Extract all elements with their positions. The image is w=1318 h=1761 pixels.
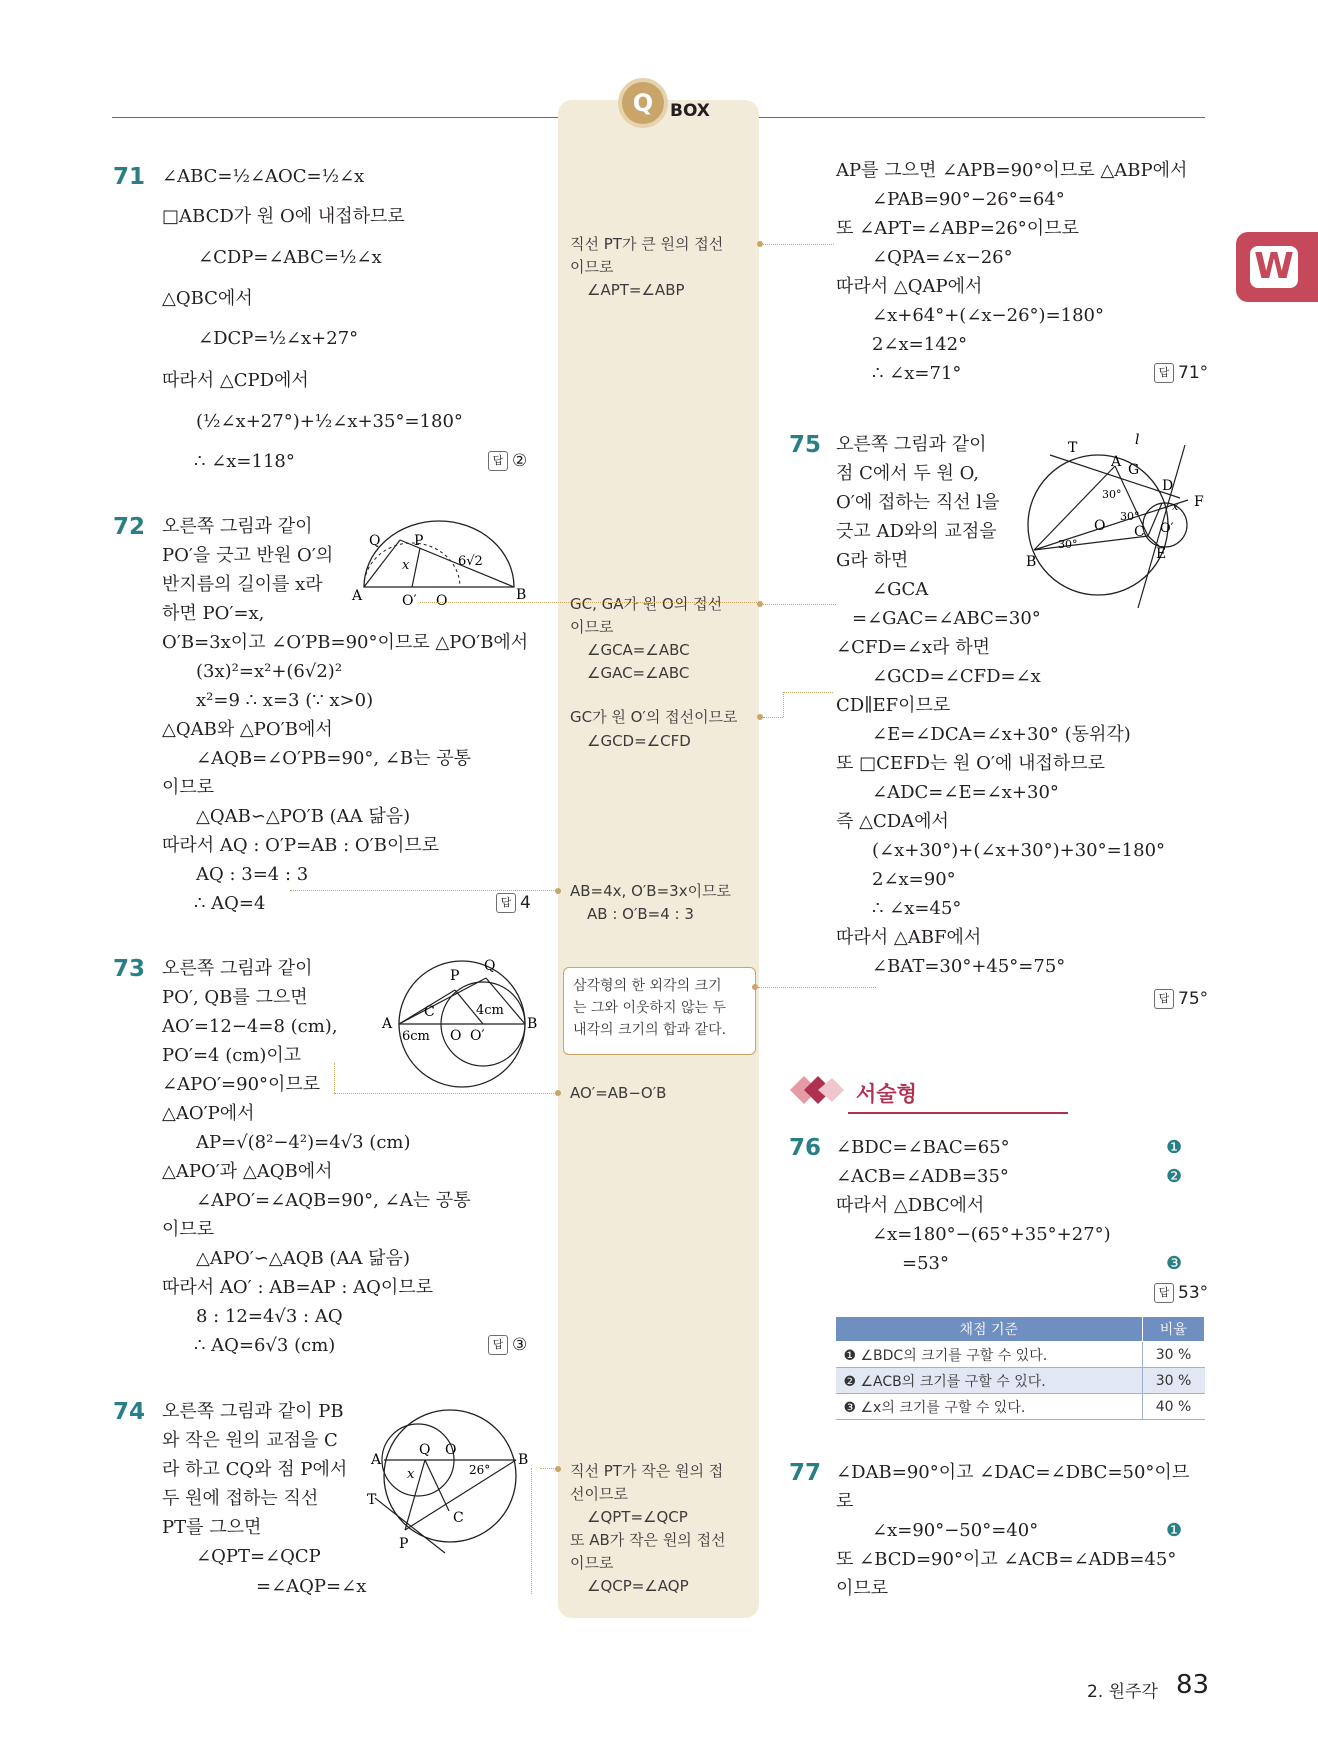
solution-line: ∠APO′=90°이므로 [162, 1074, 321, 1095]
section-icon [790, 1072, 846, 1112]
solution-line: PO′을 긋고 반원 O′의 [162, 545, 334, 566]
fig-label: B [518, 1452, 529, 1468]
connector-dot [555, 1466, 561, 1472]
answer: 답 71° [1154, 363, 1208, 383]
fig-label: P [399, 1536, 409, 1552]
figure-74 [365, 1408, 540, 1558]
qbox-note: 직선 PT가 작은 원의 접 [570, 1462, 724, 1480]
solution-line: (3x)²=x²+(6√2)² [196, 661, 343, 682]
solution-line: 이므로 [836, 1578, 889, 1599]
connector [334, 1063, 335, 1093]
fig-label: T [1068, 440, 1078, 456]
fig-label: x [407, 1467, 415, 1482]
fig-label: A [1111, 454, 1122, 470]
solution-line: 즉 △CDA에서 [836, 811, 949, 832]
page-number: 83 [1176, 1670, 1210, 1700]
box-label: BOX [670, 101, 710, 121]
solution-line: ∴ ∠x=118° [194, 451, 295, 472]
qbox-note: 이므로 [570, 1554, 614, 1572]
solution-line: PT를 그으면 [162, 1517, 262, 1538]
solution-line: 오른쪽 그림과 같이 [162, 958, 313, 979]
table-cell: ❷ ∠ACB의 크기를 구할 수 있다. [836, 1368, 1143, 1394]
qbox-note: ∠GAC=∠ABC [587, 664, 690, 682]
answer-icon: 답 [1154, 1283, 1174, 1303]
fig-label: T [367, 1492, 377, 1508]
solution-line: ∠GCD=∠CFD=∠x [872, 666, 1041, 687]
answer: 답 ② [488, 451, 527, 471]
fig-label: x [402, 558, 410, 573]
solution-line: CD∥EF이므로 [836, 695, 951, 716]
q-badge: Q [618, 78, 668, 128]
tip-line: 는 그와 이웃하지 않는 두 [573, 1000, 727, 1016]
section-underline [848, 1112, 1068, 1114]
qbox-note: AO′=AB−O′B [570, 1084, 667, 1102]
solution-line: 따라서 △DBC에서 [836, 1195, 985, 1216]
solution-line: 따라서 △CPD에서 [162, 370, 309, 391]
solution-line: ∠QPT=∠QCP [196, 1546, 321, 1567]
qbox-note: GC, GA가 원 O의 접선 [570, 595, 723, 613]
solution-line: 오른쪽 그림과 같이 PB [162, 1401, 344, 1422]
section-title: 서술형 [856, 1082, 917, 1106]
solution-line: AO′=12−4=8 (cm), [162, 1016, 338, 1037]
table-cell: 40 % [1142, 1394, 1205, 1420]
solution-line: 긋고 AD와의 교점을 [836, 521, 997, 542]
solution-line: =∠AQP=∠x [256, 1576, 367, 1597]
fig-label: Q [484, 958, 496, 974]
fig-label: l [1135, 432, 1140, 448]
table-cell: 30 % [1142, 1368, 1205, 1394]
connector [531, 1468, 532, 1594]
fig-label: O′ [470, 1028, 485, 1044]
connector [758, 987, 876, 988]
solution-line: ∴ ∠x=45° [872, 898, 962, 919]
fig-label: C [453, 1510, 464, 1526]
table-cell: ❶ ∠BDC의 크기를 구할 수 있다. [836, 1342, 1143, 1368]
solution-line: △AO′P에서 [162, 1103, 255, 1124]
section-heading [790, 1072, 917, 1116]
figure-72 [350, 515, 530, 607]
solution-line: 또 ∠BCD=90°이고 ∠ACB=∠ADB=45° [836, 1549, 1177, 1570]
solution-line: 이므로 [162, 777, 215, 798]
solution-line: △QAB와 △PO′B에서 [162, 719, 333, 740]
qbox-note: 선이므로 [570, 1485, 628, 1503]
answer: 답 ③ [488, 1335, 527, 1355]
solution-line: G라 하면 [836, 550, 909, 571]
answer: 답 53° [1154, 1283, 1208, 1303]
solution-line: ∴ ∠x=71° [872, 363, 962, 384]
problem-number: 72 [113, 514, 146, 540]
solution-line: 와 작은 원의 교점을 C [162, 1430, 338, 1451]
solution-line: AP=√(8²−4²)=4√3 (cm) [196, 1132, 411, 1153]
problem-number: 73 [113, 956, 146, 982]
solution-line: ∠ABC=½∠AOC=½∠x [162, 166, 365, 187]
fig-label: Q [419, 1442, 431, 1458]
answer: 답 75° [1154, 989, 1208, 1009]
chapter-label: 2. 원주각 [1087, 1682, 1158, 1702]
fig-label: 6cm [402, 1029, 430, 1044]
solution-line: △QBC에서 [162, 288, 253, 309]
solution-line: ∠AQB=∠O′PB=90°, ∠B는 공통 [196, 748, 472, 769]
qbox-note: ∠QPT=∠QCP [587, 1508, 688, 1526]
solution-line: 또 ∠APT=∠ABP=26°이므로 [836, 218, 1079, 239]
solution-line: ∠QPA=∠x−26° [872, 247, 1013, 268]
solution-line: 오른쪽 그림과 같이 [162, 516, 313, 537]
solution-line: ∠x=180°−(65°+35°+27°) [872, 1224, 1111, 1245]
connector [763, 604, 836, 605]
fig-label: P [414, 533, 424, 549]
solution-line: (½∠x+27°)+½∠x+35°=180° [196, 411, 463, 432]
qbox-note: ∠GCD=∠CFD [587, 732, 691, 750]
qbox-note: 이므로 [570, 618, 614, 636]
connector [763, 717, 783, 718]
solution-line: ∠ACB=∠ADB=35° [836, 1166, 1009, 1187]
qbox-note: ∠QCP=∠AQP [587, 1577, 689, 1595]
solution-line: PO′=4 (cm)이고 [162, 1045, 302, 1066]
connector [540, 1468, 556, 1469]
solution-line: PO′, QB를 그으면 [162, 987, 308, 1008]
qbox-note: ∠APT=∠ABP [587, 281, 685, 299]
answer-icon: 답 [496, 893, 516, 913]
fig-label: O [1094, 518, 1106, 534]
solution-line: O′B=3x이고 ∠O′PB=90°이므로 △PO′B에서 [162, 632, 529, 653]
fig-label: 26° [469, 1463, 491, 1477]
side-tab[interactable] [1236, 232, 1318, 302]
problem-number: 77 [789, 1460, 822, 1486]
scoring-table [835, 1316, 1205, 1420]
fig-label: Q [369, 533, 381, 549]
connector [334, 1093, 556, 1094]
fig-label: A [371, 1452, 382, 1468]
solution-line: 오른쪽 그림과 같이 [836, 434, 987, 455]
connector [290, 890, 558, 891]
solution-line: ∠BDC=∠BAC=65° [836, 1137, 1010, 1158]
solution-line: 또 □CEFD는 원 O′에 내접하므로 [836, 753, 1106, 774]
solution-line: 따라서 AO′ : AB=AP : AQ이므로 [162, 1277, 434, 1298]
answer-icon: 답 [488, 1335, 508, 1355]
solution-line: AQ : 3=4 : 3 [196, 864, 309, 885]
solution-line: ∠BAT=30°+45°=75° [872, 956, 1066, 977]
connector-dot [555, 1090, 561, 1096]
connector [783, 692, 784, 717]
fig-label: O [450, 1028, 462, 1044]
solution-line: 하면 PO′=x, [162, 603, 265, 624]
qbox-note: AB : O′B=4 : 3 [587, 905, 694, 923]
qbox-note: AB=4x, O′B=3x이므로 [570, 882, 732, 900]
step-marker: ❷ [1166, 1166, 1183, 1187]
connector [783, 692, 833, 693]
fig-label: B [516, 587, 527, 603]
fig-label: C [1134, 524, 1145, 540]
fig-label: O′ [1160, 521, 1174, 536]
solution-line: ∴ AQ=4 [194, 893, 266, 914]
fig-label: O′ [402, 593, 417, 607]
solution-line: 2∠x=142° [872, 334, 968, 355]
problem-number: 75 [789, 432, 822, 458]
solution-line: ∠APO′=∠AQB=90°, ∠A는 공통 [196, 1190, 471, 1211]
solution-line: ∠CFD=∠x라 하면 [836, 637, 990, 658]
tip-line: 삼각형의 한 외각의 크기 [573, 978, 722, 994]
figure-73 [380, 958, 540, 1088]
step-marker: ❸ [1166, 1253, 1183, 1274]
table-cell: ❸ ∠x의 크기를 구할 수 있다. [836, 1394, 1143, 1420]
fig-label: F [1194, 494, 1204, 510]
fig-label: 4cm [476, 1003, 504, 1018]
solution-line: □ABCD가 원 O에 내접하므로 [162, 206, 405, 227]
solution-line: ∠CDP=∠ABC=½∠x [198, 247, 382, 268]
tip-line: 내각의 크기의 합과 같다. [573, 1022, 727, 1038]
solution-line: ∠DCP=½∠x+27° [198, 328, 359, 349]
fig-label: 30° [1102, 488, 1122, 501]
solution-line: 점 C에서 두 원 O, [836, 463, 980, 484]
table-cell: 30 % [1142, 1342, 1205, 1368]
fig-label: O [436, 593, 448, 607]
fig-label: 30° [1120, 510, 1140, 523]
solution-line: ∠GCA [872, 579, 929, 600]
step-marker: ❶ [1166, 1137, 1183, 1158]
solution-line: x²=9 ∴ x=3 (∵ x>0) [196, 690, 374, 711]
answer-icon: 답 [1154, 363, 1174, 383]
problem-number: 76 [789, 1135, 822, 1161]
qbox-note: ∠GCA=∠ABC [587, 641, 690, 659]
solution-line: 반지름의 길이를 x라 [162, 574, 323, 595]
connector [763, 244, 834, 245]
solution-line: △QAB∽△PO′B (AA 닮음) [196, 806, 411, 827]
fig-label: C [424, 1004, 435, 1020]
solution-line: ∠x+64°+(∠x−26°)=180° [872, 305, 1105, 326]
table-header: 비율 [1142, 1317, 1205, 1342]
w-icon: W [1250, 246, 1298, 288]
fig-label: B [527, 1016, 538, 1032]
solution-line: 라 하고 CQ와 점 P에서 [162, 1459, 348, 1480]
qbox-note: GC가 원 O′의 접선이므로 [570, 708, 738, 726]
qbox-column [558, 100, 759, 1618]
solution-line: O′에 접하는 직선 l을 [836, 492, 1000, 513]
solution-line: ∠DAB=90°이고 ∠DAC=∠DBC=50°이므 [836, 1462, 1190, 1483]
connector [420, 602, 757, 603]
fig-label: G [1128, 462, 1140, 478]
solution-line: 이므로 [162, 1219, 215, 1240]
solution-line: △APO′과 △AQB에서 [162, 1161, 333, 1182]
problem-number: 74 [113, 1399, 146, 1425]
fig-label: A [382, 1016, 393, 1032]
solution-line: 8 : 12=4√3 : AQ [196, 1306, 343, 1327]
solution-line: (∠x+30°)+(∠x+30°)+30°=180° [872, 840, 1166, 861]
fig-label: P [450, 968, 460, 984]
solution-line: 따라서 AQ : O′P=AB : O′B이므로 [162, 835, 440, 856]
fig-label: 30° [1058, 538, 1078, 551]
step-marker: ❶ [1166, 1520, 1183, 1541]
answer: 답 4 [496, 893, 531, 913]
solution-line: =53° [902, 1253, 949, 1274]
fig-label: A [352, 588, 363, 604]
answer-icon: 답 [488, 451, 508, 471]
solution-line: 2∠x=90° [872, 869, 956, 890]
connector-dot [555, 888, 561, 894]
table-row [836, 1368, 1205, 1394]
table-row [836, 1394, 1205, 1420]
solution-line: ∠ADC=∠E=∠x+30° [872, 782, 1059, 803]
solution-line: =∠GAC=∠ABC=30° [852, 608, 1041, 629]
table-row [836, 1342, 1205, 1368]
table-header: 채점 기준 [836, 1317, 1143, 1342]
fig-label: 6√2 [458, 554, 483, 569]
solution-line: 두 원에 접하는 직선 [162, 1488, 319, 1509]
fig-label: E [1156, 546, 1167, 562]
solution-line: △APO′∽△AQB (AA 닮음) [196, 1248, 410, 1269]
fig-label: B [1026, 554, 1037, 570]
fig-label: x [1172, 500, 1179, 513]
qbox-note: 직선 PT가 큰 원의 접선 [570, 235, 724, 253]
answer-icon: 답 [1154, 989, 1174, 1009]
solution-line: ∠x=90°−50°=40° [872, 1520, 1039, 1541]
solution-line: 로 [836, 1491, 854, 1512]
problem-number: 71 [113, 164, 146, 190]
solution-line: ∴ AQ=6√3 (cm) [194, 1335, 336, 1356]
figure-75 [1020, 430, 1210, 620]
fig-label: O [445, 1442, 457, 1458]
qbox-note: 또 AB가 작은 원의 접선 [570, 1531, 726, 1549]
solution-line: AP를 그으면 ∠APB=90°이므로 △ABP에서 [836, 160, 1188, 181]
solution-line: ∠E=∠DCA=∠x+30° (동위각) [872, 724, 1131, 745]
fig-label: D [1162, 478, 1174, 494]
solution-line: ∠PAB=90°−26°=64° [872, 189, 1065, 210]
solution-line: 따라서 △QAP에서 [836, 276, 983, 297]
solution-line: 따라서 △ABF에서 [836, 927, 982, 948]
qbox-note: 이므로 [570, 258, 614, 276]
